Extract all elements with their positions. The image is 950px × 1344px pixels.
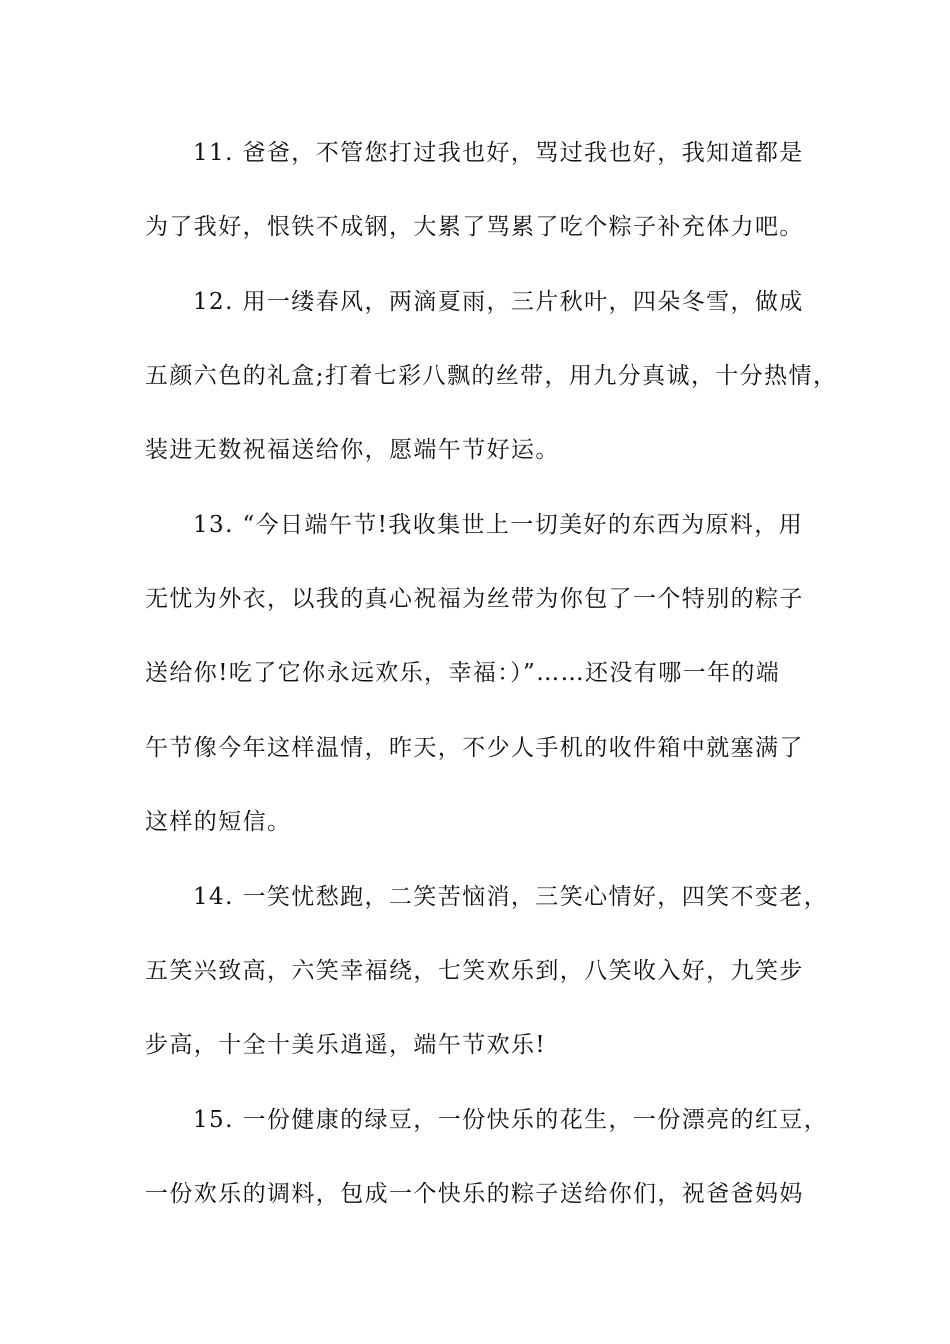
paragraph-13-line-1: 13. “今日端午节!我收集世上一切美好的东西为原料，用 <box>193 512 804 538</box>
paragraph-13-line-4: 午节像今年这样温情，昨天，不少人手机的收件箱中就塞满了 <box>145 735 804 761</box>
paragraph-12-line-2: 五颜六色的礼盒;打着七彩八飘的丝带，用九分真诚，十分热情， <box>145 363 838 389</box>
paragraph-14-line-3: 步高，十全十美乐逍遥，端午节欢乐! <box>145 1032 547 1058</box>
paragraph-14-line-2: 五笑兴致高，六笑幸福绕，七笑欢乐到，八笑收入好，九笑步 <box>145 958 804 984</box>
paragraph-14-line-1: 14. 一笑忧愁跑，二笑苦恼消，三笑心情好，四笑不变老， <box>193 884 829 910</box>
paragraph-15-line-1: 15. 一份健康的绿豆，一份快乐的花生，一份漂亮的红豆， <box>193 1107 829 1133</box>
paragraph-12-line-3: 装进无数祝福送给你，愿端午节好运。 <box>145 437 560 463</box>
paragraph-15-line-2: 一份欢乐的调料，包成一个快乐的粽子送给你们，祝爸爸妈妈 <box>145 1181 804 1207</box>
paragraph-13-line-2: 无忧为外衣，以我的真心祝福为丝带为你包了一个特别的粽子 <box>145 586 804 612</box>
paragraph-11-line-2: 为了我好，恨铁不成钢，大累了骂累了吃个粽子补充体力吧。 <box>145 214 804 240</box>
paragraph-13-line-3: 送给你!吃了它你永远欢乐，幸福：）”……还没有哪一年的端 <box>145 660 781 686</box>
paragraph-12-line-1: 12. 用一缕春风，两滴夏雨，三片秋叶，四朵冬雪，做成 <box>193 289 804 315</box>
paragraph-11-line-1: 11. 爸爸，不管您打过我也好，骂过我也好，我知道都是 <box>193 140 804 166</box>
paragraph-13-line-5: 这样的短信。 <box>145 809 292 835</box>
